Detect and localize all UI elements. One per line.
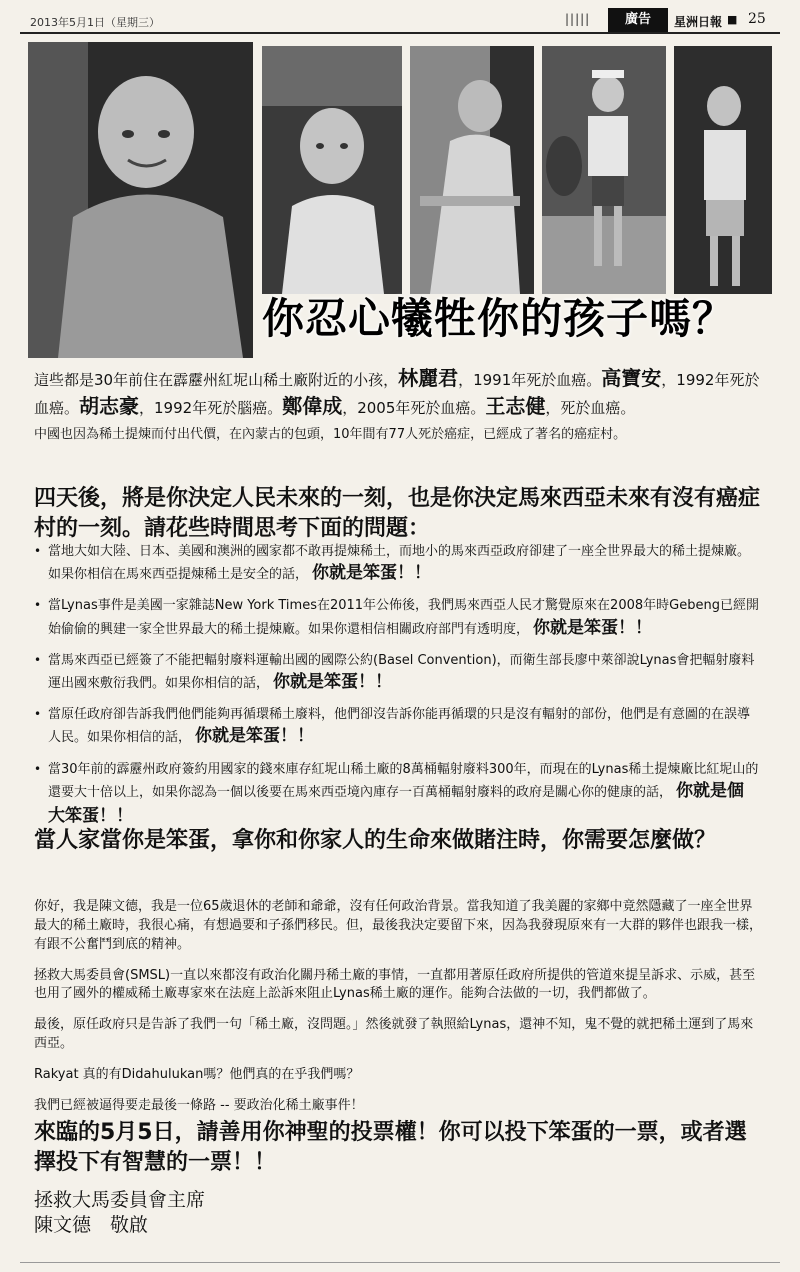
issue-date: 2013年5月1日（星期三） xyxy=(30,16,160,29)
signature-title: 拯救大馬委員會主席 xyxy=(34,1189,206,1211)
bullet-text: 當馬來西亞已經簽了不能把輻射廢料運輸出國的國際公約(Basel Convention)，而衛生部長廖中萊卻說Lynas會把輻射廢料運出國來敷衍我們。如果你相信的話， xyxy=(48,652,755,692)
footer-rule xyxy=(20,1262,780,1263)
square-mark-icon: ■ xyxy=(727,13,738,26)
photo-child-3 xyxy=(410,46,534,294)
bullet-icon: • xyxy=(34,761,42,776)
list-item xyxy=(34,651,760,695)
bullet-text: 當30年前的霹靂州政府簽約用國家的錢來庫存紅坭山稀土廠的8萬桶輻射廢料300年，而現在的Lynas稀土提煉廠比紅坭山的還要大十倍以上，如果你認為一個以後要在馬來西亞境內庫存一百萬桶輻射廢料的政府是關心你的健康的話， xyxy=(48,761,759,800)
victim-note-2: ，1992年死於血癌。 xyxy=(34,371,760,417)
bullet-icon: • xyxy=(34,598,42,613)
question-heading: 四天後，將是你決定人民未來的一刻，也是你決定馬來西亞未來有沒有癌症村的一刻。請花些時間思考下面的問題： xyxy=(34,486,761,541)
photo-child-5 xyxy=(674,46,772,294)
bullet-emphasis: 你就是笨蛋！！ xyxy=(195,726,315,747)
victim-name-2: 高寶安 xyxy=(601,366,662,390)
photo-child-2 xyxy=(262,46,402,294)
list-item xyxy=(34,760,760,830)
list-item xyxy=(34,705,760,749)
bullet-text: 當地大如大陸、日本、美國和澳洲的國家都不敢再提煉稀土，而地小的馬來西亞政府卻建了一座全世界最大的稀土提煉廠。如果你相信在馬來西亞提煉稀土是安全的話， xyxy=(48,544,751,583)
page-number: 25 xyxy=(748,11,766,27)
intro-section xyxy=(34,364,762,451)
bullet-emphasis: 你就是笨蛋！！ xyxy=(533,617,653,638)
photo-child-1 xyxy=(28,42,253,358)
question-list xyxy=(34,542,760,839)
victim-name-4: 鄭偉成 xyxy=(282,394,343,418)
masthead xyxy=(0,0,800,36)
signature-name: 陳文德 敬啟 xyxy=(34,1213,149,1236)
bullet-icon: • xyxy=(34,707,42,722)
bullet-icon: • xyxy=(34,544,42,558)
victim-note-4: ，2005年死於血癌。 xyxy=(342,399,486,417)
masthead-rule xyxy=(20,32,780,34)
bullet-emphasis: 你就是笨蛋！！ xyxy=(273,672,393,693)
list-item xyxy=(34,542,760,586)
victim-name-3: 胡志豪 xyxy=(79,394,140,418)
letter-paragraph: 最後，原任政府只是告訴了我們一句「稀土廠，沒問題。」然後就發了執照給Lynas，還神不知，鬼不覺的就把稀土運到了馬來西亞。 xyxy=(34,1017,754,1052)
letter-paragraph: 拯救大馬委員會(SMSL)一直以來都沒有政治化關丹稀土廠的事情，一直都用著原任政府所提供的管道來提呈訴求、示威，甚至也用了國外的權威稀土廠專家來在法庭上訟訴來阻止Lynas稀土廠的運作。能夠合法做的一切，我們都做了。 xyxy=(34,967,756,1002)
headline: 你忍心犧牲你的孩子嗎？ xyxy=(262,294,736,343)
list-item xyxy=(34,596,760,640)
letter-paragraph: Rakyat 真的有Didahulukan嗎？他們真的在乎我們嗎？ xyxy=(34,1066,360,1082)
decorative-bars: ||||| xyxy=(565,12,591,26)
newspaper-logo: 星洲日報 xyxy=(674,15,723,29)
letter-paragraph: 我們已經被逼得要走最後一條路 -- 要政治化稀土廠事件！ xyxy=(34,1097,364,1113)
letter-paragraph: 你好，我是陳文德，我是一位65歲退休的老師和爺爺，沒有任何政治背景。當我知道了我美麗的家鄉中竟然隱藏了一座全世界最大的稀土廠時，我很心痛，有想過要和子孫們移民。但，最後我決定要留下來，因為我發現原來有一大群的夥伴也跟我一樣，有跟不公奮鬥到底的精神。 xyxy=(34,899,763,952)
bullet-text: 當原任政府卻告訴我們他們能夠再循環稀土廢料，他們卻沒告訴你能再循環的只是沒有輻射的部份，他們是有意圖的在誤導人民。如果你相信的話， xyxy=(48,707,751,746)
victim-note-5: ，死於血癌。 xyxy=(545,399,636,417)
bullet-emphasis: 你就是個大笨蛋！！ xyxy=(48,780,745,826)
closing-appeal: 來臨的5月5日，請善用你神聖的投票權！你可以投下笨蛋的一票，或者選擇投下有智慧的一票！！ xyxy=(34,1120,747,1175)
victim-note-3: ，1992年死於腦癌。 xyxy=(139,399,283,417)
photo-child-4 xyxy=(542,46,666,294)
bullet-emphasis: 你就是笨蛋！！ xyxy=(312,563,432,584)
section-heading: 當人家當你是笨蛋，拿你和你家人的生命來做賭注時，你需要怎麼做？ xyxy=(34,828,717,853)
victim-name-5: 王志健 xyxy=(485,394,546,418)
signature-block xyxy=(34,1188,205,1237)
victim-note-1: ，1991年死於血癌。 xyxy=(458,371,602,389)
bullet-text: 當Lynas事件是美國一家雜誌New York Times在2011年公佈後，我們馬來西亞人民才驚覺原來在2008年時Gebeng已經開始偷偷的興建一家全世界最大的稀土提煉廠。如果你還相信相關政府部門有透明度， xyxy=(48,598,759,637)
section-label: 廣告 xyxy=(608,8,668,32)
intro-paragraph xyxy=(34,364,762,420)
letter-body xyxy=(34,898,762,1128)
china-note: 中國也因為稀土提煉而付出代價，在內蒙古的包頭，10年間有77人死於癌症，已經成了著名的癌症村。 xyxy=(34,427,627,442)
intro-text: 這些都是30年前住在霹靂州紅坭山稀土廠附近的小孩， xyxy=(34,371,399,389)
bullet-icon: • xyxy=(34,652,42,667)
victim-name-1: 林麗君 xyxy=(398,366,459,390)
